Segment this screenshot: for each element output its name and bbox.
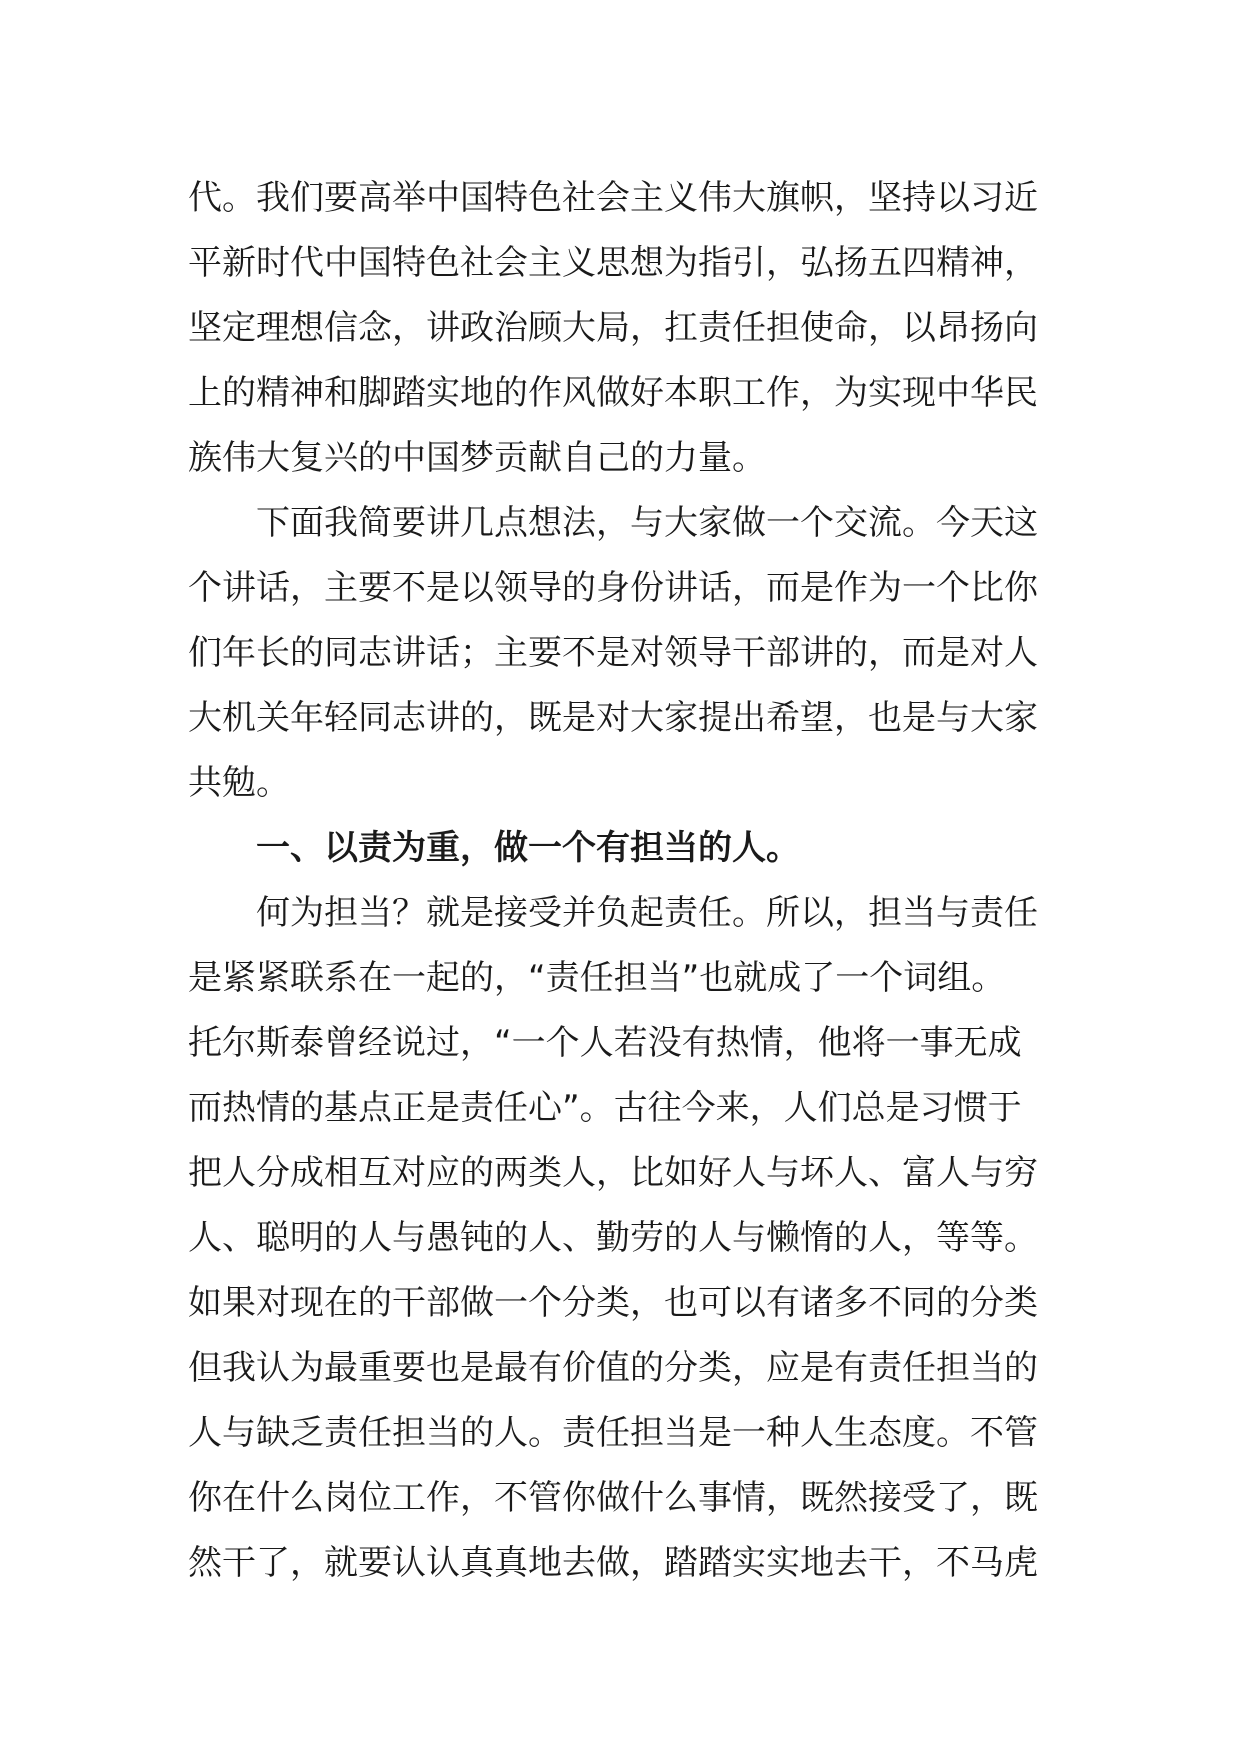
text-line: 是紧紧联系在一起的，“责任担当”也就成了一个词组。 [188, 958, 1006, 998]
text-line: 们年长的同志讲话；主要不是对领导干部讲的，而是对人 [188, 633, 1038, 673]
text-line: 大机关年轻同志讲的，既是对大家提出希望，也是与大家 [188, 698, 1038, 738]
text-line: 个讲话，主要不是以领导的身份讲话，而是作为一个比你 [188, 568, 1038, 608]
text-line: 如果对现在的干部做一个分类，也可以有诸多不同的分类 [188, 1283, 1038, 1323]
text-line: 族伟大复兴的中国梦贡献自己的力量。 [188, 438, 766, 478]
text-line: 然干了，就要认认真真地去做，踏踏实实地去干，不马虎 [188, 1543, 1038, 1583]
text-line: 代。我们要高举中国特色社会主义伟大旗帜，坚持以习近 [188, 178, 1038, 218]
text-line: 而热情的基点正是责任心”。古往今来，人们总是习惯于 [188, 1088, 1022, 1128]
body-text [188, 166, 1058, 1596]
text-line: 人、聪明的人与愚钝的人、勤劳的人与懒惰的人，等等。 [188, 1218, 1038, 1258]
text-line: 共勉。 [188, 763, 290, 803]
paragraph-start-line: 何为担当？就是接受并负起责任。所以，担当与责任 [256, 893, 1038, 933]
text-line: 但我认为最重要也是最有价值的分类，应是有责任担当的 [188, 1348, 1038, 1388]
section-heading: 一、以责为重，做一个有担当的人。 [256, 828, 800, 868]
text-line: 平新时代中国特色社会主义思想为指引，弘扬五四精神， [188, 243, 1038, 283]
text-line: 把人分成相互对应的两类人，比如好人与坏人、富人与穷 [188, 1153, 1038, 1193]
text-line: 你在什么岗位工作，不管你做什么事情，既然接受了，既 [188, 1478, 1038, 1518]
text-line: 托尔斯泰曾经说过，“一个人若没有热情，他将一事无成 [188, 1023, 1022, 1063]
text-line: 人与缺乏责任担当的人。责任担当是一种人生态度。不管 [188, 1413, 1038, 1453]
text-line: 上的精神和脚踏实地的作风做好本职工作，为实现中华民 [188, 373, 1038, 413]
paragraph-start-line: 下面我简要讲几点想法，与大家做一个交流。今天这 [256, 503, 1038, 543]
text-line: 坚定理想信念，讲政治顾大局，扛责任担使命，以昂扬向 [188, 308, 1038, 348]
